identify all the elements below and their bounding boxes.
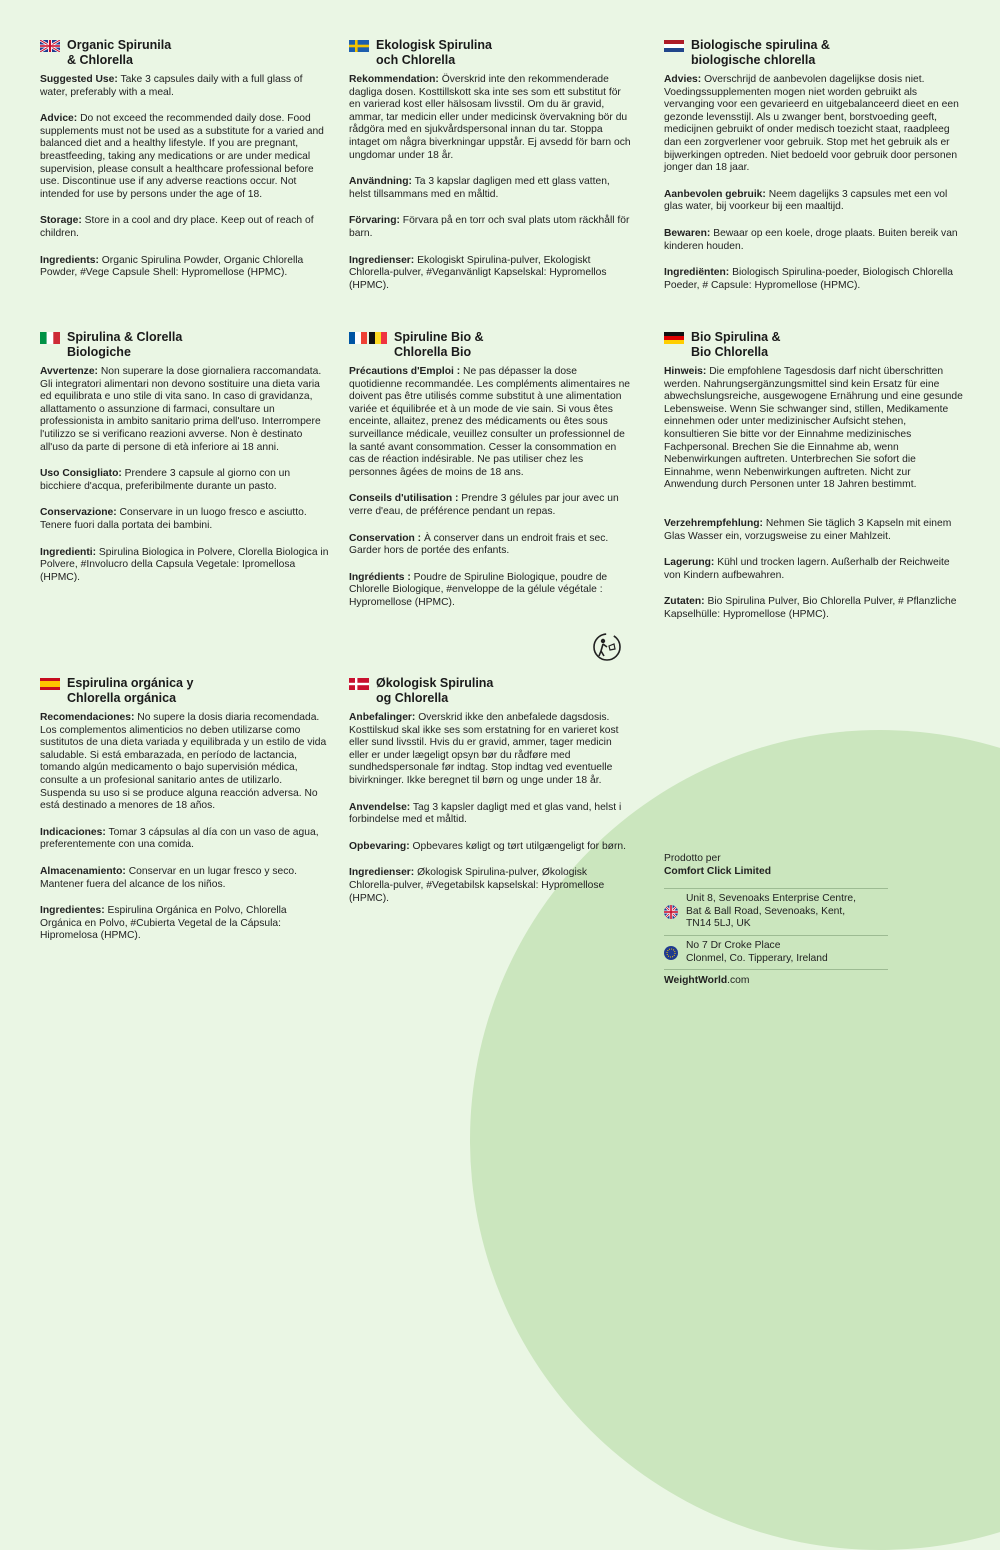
denmark-flag-icon xyxy=(349,678,369,690)
block-title: Spirulina & Clorella Biologiche xyxy=(67,330,183,359)
section-label: Anvendelse: xyxy=(349,801,411,813)
produced-by-label: Prodotto per xyxy=(664,853,721,864)
section-label: Ingredienti: xyxy=(40,546,97,558)
section xyxy=(349,215,631,240)
section-text: Prendere 3 capsule al giorno con un bicchiere d'acqua, preferibilmente durante un pasto. xyxy=(40,468,291,492)
section-text: À conserver dans un endroit frais et sec. Garder hors de portée des enfants. xyxy=(349,532,609,557)
section-label: Précautions d'Emploi : xyxy=(349,366,461,377)
section-label: Indicaciones: xyxy=(40,826,106,838)
section-label: Rekommendation: xyxy=(349,74,439,85)
germany-flag-icon xyxy=(664,332,684,344)
section-label: Storage: xyxy=(40,215,82,227)
address-line: Bat & Ball Road, Sevenoaks, Kent, xyxy=(686,905,846,917)
section-text: Overschrijd de aanbevolen dagelijkse dosis niet. Voedingssupplementen mogen niet worden gebruikt als vervanging voor een gevarieerd en uitgebalanceerd dieet en een gezonde levensstijl. Als u zwanger bent, borstvoeding geeft, medicijnen gebruikt of onder medisch toezicht staat, raadpleeg dan een zorgverlener voor gebruik. Stop met het gebruik als er bijwerkingen optreden. Niet bedoeld voor gebruik door personen jonger dan 18 jaar. xyxy=(664,74,959,174)
address-line: TN14 5LJ, UK xyxy=(686,918,751,930)
block-title: Espirulina orgánica y Chlorella orgánica xyxy=(67,676,194,705)
netherlands-flag-icon xyxy=(664,40,684,52)
section xyxy=(40,74,325,99)
address-line: No 7 Dr Croke Place xyxy=(686,939,781,951)
section xyxy=(40,366,330,454)
italian-block xyxy=(40,330,330,598)
section xyxy=(40,712,330,813)
section-label: Ingrediënten: xyxy=(664,267,730,279)
section-label: Ingredienser: xyxy=(349,254,415,266)
section-label: Conservazione: xyxy=(40,507,117,519)
uk-flag-icon xyxy=(664,905,678,919)
english-block xyxy=(40,38,325,294)
sweden-flag-icon xyxy=(349,40,369,52)
brand-website xyxy=(664,969,888,988)
section-text: Store in a cool and dry place. Keep out of reach of children. xyxy=(40,215,314,239)
section-text: Ekologiskt Spirulina-pulver, Ekologiskt Chlorella-pulver, #Veganvänligt Kapselskal: Hypromellos (HPMC). xyxy=(349,254,607,291)
block-title: Spiruline Bio & Chlorella Bio xyxy=(394,330,484,359)
section-label: Conseils d'utilisation : xyxy=(349,493,459,505)
section-text: Bewaar op een koele, droge plaats. Buiten bereik van kinderen houden. xyxy=(664,227,958,252)
section xyxy=(349,255,631,293)
section-text: Conservar en un lugar fresco y seco. Mantener fuera del alcance de los niños. xyxy=(40,865,297,890)
dutch-block xyxy=(664,38,964,306)
section xyxy=(664,518,964,543)
french-block xyxy=(349,330,632,624)
section-text: Nehmen Sie täglich 3 Kapseln mit einem Glas Wasser ein, vorzugsweise zu einer Mahlzeit. xyxy=(664,517,952,542)
danish-block xyxy=(349,676,632,919)
section-text: Ne pas dépasser la dose quotidienne recommandée. Les compléments alimentaires ne doivent pas être utilisés comme substitut à une alimentation variée et équilibrée et à un mode de vie sain. Si vous êtes enceinte, allaitez, prenez des médicaments ou êtes sous surveillance médicale, veuillez consulter un professionnel de la santé avant consommation. Cesser la consommation en cas de réaction indésirable. Ne pas utiliser chez les personnes âgées de moins de 18 ans. xyxy=(349,366,631,478)
section xyxy=(40,468,330,493)
section xyxy=(349,841,632,854)
section-text: Spirulina Biologica in Polvere, Clorella Biologica in Polvere, #Involucro della Capsula Vegetale: Ipromellosa (HPMC). xyxy=(40,546,329,583)
section-label: Almacenamiento: xyxy=(40,865,126,877)
brand-domain: .com xyxy=(727,975,750,987)
section-text: Tag 3 kapsler dagligt med et glas vand, helst i forbindelse med et måltid. xyxy=(349,801,622,826)
section xyxy=(664,366,964,492)
section-label: Anbefalinger: xyxy=(349,712,416,723)
uk-flag-icon xyxy=(40,40,60,52)
section xyxy=(40,255,325,280)
uk-address xyxy=(664,888,888,935)
section xyxy=(349,867,632,905)
section xyxy=(40,866,330,891)
section-text: Take 3 capsules daily with a full glass of water, preferably with a meal. xyxy=(40,74,303,98)
company-name: Comfort Click Limited xyxy=(664,865,771,877)
block-title: Biologische spirulina & biologische chlorella xyxy=(691,38,830,67)
section xyxy=(349,176,631,201)
section-text: Opbevares køligt og tørt utilgængeligt for børn. xyxy=(409,840,626,852)
section-label: Aanbevolen gebruik: xyxy=(664,188,766,200)
section-text: Poudre de Spiruline Biologique, poudre de Chlorelle Biologique, #enveloppe de la gélule végétale : Hypromellose (HPMC). xyxy=(349,571,608,608)
section-text: Bio Spirulina Pulver, Bio Chlorella Pulver, # Pflanzliche Kapselhülle: Hypromellose (HPMC). xyxy=(664,596,957,620)
section-text: Overskrid ikke den anbefalede dagsdosis. Kosttilskud skal ikke ses som erstatning for en varieret kost eller sund livsstil. Hvis du er gravid, ammer, tager medicin eller er under lægeligt opsyn bør du rådføre med sundhedspersonale før indtag. Stop indtag ved eventuelle bivirkninger. Ikke beregnet til børn og unge under 18 år. xyxy=(349,712,619,786)
block-title: Bio Spirulina & Bio Chlorella xyxy=(691,330,781,359)
section xyxy=(349,572,632,610)
section-label: Suggested Use: xyxy=(40,74,118,85)
section-text: Kühl und trocken lagern. Außerhalb der Reichweite von Kindern aufbewahren. xyxy=(664,557,950,581)
section-label: Hinweis: xyxy=(664,366,707,377)
section xyxy=(40,905,330,943)
section xyxy=(40,507,330,532)
section-label: Ingredientes: xyxy=(40,905,105,917)
section xyxy=(349,493,632,518)
section-text: Tomar 3 cápsulas al día con un vaso de agua, preferentemente con una comida. xyxy=(40,826,319,851)
block-title: Organic Spirunila & Chlorella xyxy=(67,38,172,67)
section-text: Prendre 3 gélules par jour avec un verre d'eau, de préférence pendant un repas. xyxy=(349,493,619,517)
section xyxy=(349,533,632,558)
section-text: Ta 3 kapslar dagligen med ett glass vatten, helst tillsammans med en måltid. xyxy=(349,176,610,200)
section-label: Lagerung: xyxy=(664,557,715,569)
section-label: Förvaring: xyxy=(349,215,400,227)
section-label: Zutaten: xyxy=(664,596,705,608)
german-block xyxy=(664,330,964,636)
section xyxy=(664,267,964,292)
eu-address xyxy=(664,935,888,969)
section-label: Ingredienser: xyxy=(349,867,415,879)
section-text: Die empfohlene Tagesdosis darf nicht überschritten werden. Nahrungsergänzungsmittel sind kein Ersatz für eine abwechslungsreiche, ausgewogene Ernährung und eine gesunde Lebensweise. Wenn Sie schwanger sind, stillen, Medikamente einnehmen oder unter medizinischer Aufsicht stehen, konsultieren Sie bitte vor der Einnahme medizinisches Fachpersonal. Brechen Sie die Einnahme ab, wenn Nebenwirkungen auftreten. Unterbrechen Sie sofort die Einnahme, wenn Nebenwirkungen auftreten. Nicht zur Anwendung durch Personen unter 18 Jahren bestimmt. xyxy=(664,366,963,491)
section-text: Økologisk Spirulina-pulver, Økologisk Chlorella-pulver, #Vegetabilsk kapselskal: Hypromellose (HPMC). xyxy=(349,867,605,904)
section-label: Avvertenze: xyxy=(40,366,98,377)
section-label: Användning: xyxy=(349,176,412,188)
section-label: Recomendaciones: xyxy=(40,712,135,723)
section xyxy=(664,228,964,253)
section xyxy=(349,802,632,827)
section-text: Conservare in un luogo fresco e asciutto. Tenere fuori dalla portata dei bambini. xyxy=(40,507,307,531)
italy-flag-icon xyxy=(40,332,60,344)
section-label: Bewaren: xyxy=(664,227,711,239)
section-label: Uso Consigliato: xyxy=(40,468,122,480)
section-text: No supere la dosis diaria recomendada. Los complementos alimenticios no deben utilizarse como sustitutos de una dieta variada y equilibrada y un estilo de vida saludable. Si está embarazada, en período de lactancia, tomando algún medicamento o bajo supervisión médica, consulte a un profesional sanitario antes de utilizarlo. Suspenda su uso si se produce alguna reacción adversa. No está destinado a menores de 18 años. xyxy=(40,712,327,812)
swedish-block xyxy=(349,38,631,306)
section xyxy=(349,712,632,788)
block-title: Ekologisk Spirulina och Chlorella xyxy=(376,38,492,67)
section xyxy=(40,547,330,585)
section xyxy=(40,827,330,852)
section xyxy=(40,113,325,201)
france-belgium-flag-icon xyxy=(349,332,387,344)
section-label: Verzehrempfehlung: xyxy=(664,517,763,529)
section-text: Do not exceed the recommended daily dose. Food supplements must not be used as a substitute for a varied and balanced diet and a healthy lifestyle. If you are pregnant, breastfeeding, taking any medications or are under medical supervision, please consult a healthcare professional before use. Discontinue use if any adverse reactions occur. Not intended for use by persons under the age of 18. xyxy=(40,113,324,200)
spanish-block xyxy=(40,676,330,957)
block-title: Økologisk Spirulina og Chlorella xyxy=(376,676,494,705)
section-label: Advies: xyxy=(664,74,702,85)
section-text: Förvara på en torr och sval plats utom räckhåll för barn. xyxy=(349,215,630,239)
section-label: Ingredients: xyxy=(40,254,99,266)
manufacturer-footer xyxy=(664,853,888,988)
section-text: Neem dagelijks 3 capsules met een vol glas water, bij voorkeur bij een maaltijd. xyxy=(664,188,948,213)
section-text: Överskrid inte den rekommenderade dagliga dosen. Kosttillskott ska inte ses som ett substitut för en varierad kost eller hälsosam livsstil. Om du är gravid, ammar, tar medicin eller under medicinsk övervakning bör du rådgöra med en sjukvårdspersonal innan du tar. Stoppa intaget om några biverkningar uppstår. Ej avsedd för barn och ungdomar under 18 år. xyxy=(349,74,631,161)
section xyxy=(664,189,964,214)
section-label: Ingrédients : xyxy=(349,571,411,583)
section xyxy=(349,74,631,162)
address-line: Clonmel, Co. Tipperary, Ireland xyxy=(686,952,828,964)
section xyxy=(664,596,964,621)
section-label: Conservation : xyxy=(349,532,422,544)
section xyxy=(349,366,632,479)
section-text: Non superare la dose giornaliera raccomandata. Gli integratori alimentari non devono sostituire una dieta varia ed equilibrata e uno stile di vita sano. In caso di gravidanza, allattamento o assunzione di farmaci, consultare un professionista in ambito sanitario prima dell'uso. Interrompere l'utilizzo se si verificano reazioni avverse. Non è destinato all'uso da parte di persone di età inferiore ai 18 anni. xyxy=(40,366,322,453)
section xyxy=(664,74,964,175)
section-label: Advice: xyxy=(40,113,78,125)
eu-flag-icon xyxy=(664,946,678,960)
section-text: Organic Spirulina Powder, Organic Chlorella Powder, #Vege Capsule Shell: Hypromellose (HPMC). xyxy=(40,254,304,279)
section xyxy=(664,557,964,582)
section-label: Opbevaring: xyxy=(349,840,410,852)
section xyxy=(40,215,325,240)
address-line: Unit 8, Sevenoaks Enterprise Centre, xyxy=(686,893,856,905)
section-text: Espirulina Orgánica en Polvo, Chlorella Orgánica en Polvo, #Cubierta Vegetal de la Cápsula: Hipromelosa (HPMC). xyxy=(40,905,287,942)
produced-by xyxy=(664,853,888,878)
spain-flag-icon xyxy=(40,678,60,690)
section-text: Biologisch Spirulina-poeder, Biologisch Chlorella Poeder, # Capsule: Hypromellose (HPMC). xyxy=(664,267,954,291)
recycling-triman-icon xyxy=(592,632,622,662)
brand-name: WeightWorld xyxy=(664,975,728,987)
